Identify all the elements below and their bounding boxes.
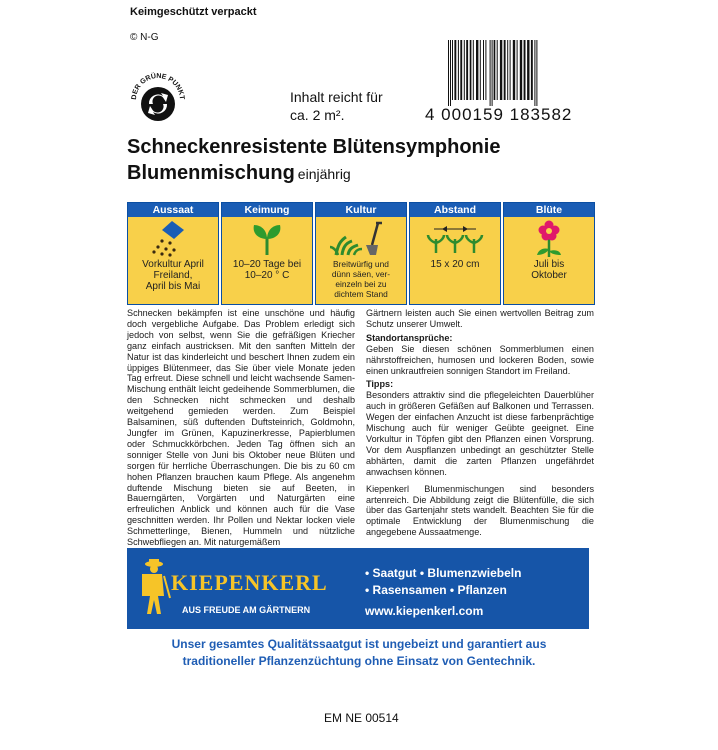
product-subtitle-main: Blumenmischung — [127, 162, 295, 184]
barcode-bar — [450, 40, 451, 106]
brand-logo-text: KIEPENKERL — [171, 570, 328, 595]
info-line: dünn säen, ver- — [331, 269, 391, 279]
info-line: dichtem Stand — [334, 289, 388, 299]
quality-statement-line: traditioneller Pflanzenzüchtung ohne Einsatz von Gentechnik. — [182, 654, 536, 668]
barcode-bar — [504, 40, 506, 100]
description-intro: Gärtnern leisten auch Sie einen wertvollen Beitrag zum Schutz unserer Umwelt. — [366, 308, 594, 329]
info-box-text — [504, 259, 594, 304]
barcode-bar — [492, 40, 493, 106]
quality-statement — [130, 636, 588, 670]
info-box-header: Aussaat — [128, 203, 218, 217]
info-box-bluete — [503, 202, 595, 305]
content-amount — [290, 88, 383, 124]
barcode-bar — [524, 40, 526, 100]
barcode-bar — [536, 40, 537, 106]
description-left-column — [127, 308, 355, 548]
seedling-icon — [222, 217, 312, 259]
product-range-line: • Rasensamen • Pflanzen — [365, 583, 507, 597]
info-box-text — [316, 259, 406, 304]
barcode-bar — [500, 40, 502, 100]
barcode-bar — [473, 40, 474, 100]
barcode-bar — [466, 40, 468, 100]
location-text: Geben Sie diesen schönen Sommerblumen einen nährstoffreichen, humosen und lockeren Boden, sowie einen unkrautfreien sonnigen Standort im Freiland. — [366, 343, 594, 376]
info-line: Juli bis — [533, 259, 565, 270]
barcode-bar — [490, 40, 491, 106]
annual-label: einjährig — [297, 166, 351, 182]
brand-tagline: AUS FREUDE AM GÄRTNERN — [182, 605, 311, 615]
barcode-bar — [531, 40, 533, 100]
barcode-bar — [470, 40, 472, 100]
barcode-bar — [534, 40, 535, 106]
content-amount-line1: Inhalt reicht für — [290, 89, 383, 105]
info-line: einzeln bei zu — [335, 279, 387, 289]
info-box-header: Abstand — [410, 203, 500, 217]
quality-statement-line: Unser gesamtes Qualitätssaatgut ist ungebeizt und garantiert aus — [171, 637, 547, 651]
barcode-bar — [517, 40, 518, 100]
barcode-bar — [458, 40, 459, 100]
barcode-bar — [485, 40, 486, 100]
content-amount-line2: ca. 2 m². — [290, 107, 345, 123]
barcode-bar — [476, 40, 478, 100]
barcode-bar — [513, 40, 515, 100]
barcode-bar — [510, 40, 511, 100]
barcode-bar — [448, 40, 449, 106]
description-text: Schnecken bekämpfen ist eine unschöne und häufig doch vergebliche Aufgabe. Das Problem erledigt sich jedoch von selbst, wenn Sie die gefräßigen Kriecher ganz einfach austricksen. Mit den sanften Mitteln der Natur ist das kinderleicht und beschert Ihnen zudem ein üppiges Blütenmeer, das Sie über viele Monate jeden Tag erfreut. Diese schnell und leicht wachsende Samen-Mischung enthält leicht gedeihende Sommerblumen, die den Schnecken nicht schmecken und deshalb weitgehend gemieden werden. Zum Beispiel Balsaminen, süß duftenden Duftsteinrich, Goldmohn, Jungfer im Grünen, Kapuzinerkresse, Papierblumen oder Schmuckkörbchen. Jeden Tag öffnen sich an sonniger Stelle von Juni bis Oktober neue Blüten und sorgen für herrliche Überraschungen. Die bis zu 60 cm hohen Pflanzen brauchen kaum Pflege. Als angenehm duftende Mischung bieten sie auf Beeten, in Bauerngärten, Vorgärten und Naturgärten eine erfreulichen Anblick und können auch für die Vase geschnitten werden. Ihr Pollen und Nektar locken viele Schmetterlinge, Bienen, Hummeln und nützliche Schwebfliegen an. Mit naturgemäßem — [127, 308, 355, 548]
barcode-bar — [507, 40, 508, 100]
info-box-keimung — [221, 202, 313, 305]
info-line: April bis Mai — [145, 281, 201, 292]
product-subtitle — [127, 160, 351, 187]
tips-text: Besonders attraktiv sind die pflegeleichten Dauerblüher auch in größeren Gefäßen auf Balkonen und Terrassen. Wegen der einfachen Anzucht ist diese farbenprächtige Mischung auch für weniger Geübte geeignet. Eine Vorkultur in Töpfen gibt den Pflanzen einen Vorsprung. Vor dem Auspflanzen unbedingt an geschützter Stelle abhärten, damit die zarten Pflanzen ungefährdet anwachsen können. — [366, 390, 594, 477]
spade-icon — [316, 217, 406, 259]
description-right-column — [366, 308, 594, 538]
info-line: Freiland, — [153, 270, 193, 281]
product-title: Schneckenresistente Blütensymphonie — [127, 136, 501, 158]
barcode-bar — [520, 40, 522, 100]
product-range-list — [365, 565, 521, 599]
info-line: 15 x 20 cm — [430, 259, 480, 270]
barcode-bar — [460, 40, 462, 100]
packaging-note: Keimgeschützt verpackt — [130, 6, 257, 18]
website-link[interactable]: www.kiepenkerl.com — [365, 604, 484, 618]
barcode-bar — [497, 40, 498, 100]
info-box-text — [222, 259, 312, 304]
barcode-bar — [454, 40, 456, 100]
info-line: Oktober — [531, 270, 567, 281]
spacing-icon — [410, 217, 500, 259]
copyright-text: © N-G — [130, 32, 159, 43]
barcode-bar — [527, 40, 529, 100]
barcode — [447, 40, 567, 106]
product-range-line: • Saatgut • Blumenzwiebeln — [365, 566, 522, 580]
location-heading: Standortansprüche: — [366, 332, 453, 343]
logo-arc-text: DER GRÜNE PUNKT — [130, 72, 186, 101]
info-line: Vorkultur April — [142, 259, 204, 270]
seed-packet-icon — [128, 217, 218, 259]
info-box-header: Blüte — [504, 203, 594, 217]
info-box-header: Keimung — [222, 203, 312, 217]
closing-text: Kiepenkerl Blumenmischungen sind besonders artenreich. Die Abbildung zeigt die Blütenfülle, die sich über das Gartenjahr stets wandelt. Beachten Sie für die optimale Entwicklung der Blumenmischung die angegebene Aussaatmenge. — [366, 483, 594, 538]
info-box-aussaat — [127, 202, 219, 305]
tips-heading: Tipps: — [366, 379, 394, 390]
info-line: 10–20 Tage bei — [232, 259, 302, 270]
barcode-bar — [452, 40, 453, 100]
info-line: 10–20 ° C — [244, 270, 290, 281]
info-box-text — [128, 259, 218, 304]
barcode-bar — [483, 40, 484, 100]
barcode-bar — [464, 40, 465, 100]
info-box-header: Kultur — [316, 203, 406, 217]
gruener-punkt-logo — [126, 64, 190, 128]
info-box-abstand — [409, 202, 501, 305]
flower-icon — [504, 217, 594, 259]
barcode-bar — [494, 40, 496, 100]
info-box-kultur — [315, 202, 407, 305]
info-line: Breitwürfig und — [333, 259, 389, 269]
barcode-bar — [480, 40, 481, 100]
barcode-number: 4 000159 183582 — [425, 105, 573, 124]
info-box-text — [410, 259, 500, 304]
article-code: EM NE 00514 — [324, 711, 399, 725]
kiepenkerl-figure-icon — [138, 558, 174, 618]
